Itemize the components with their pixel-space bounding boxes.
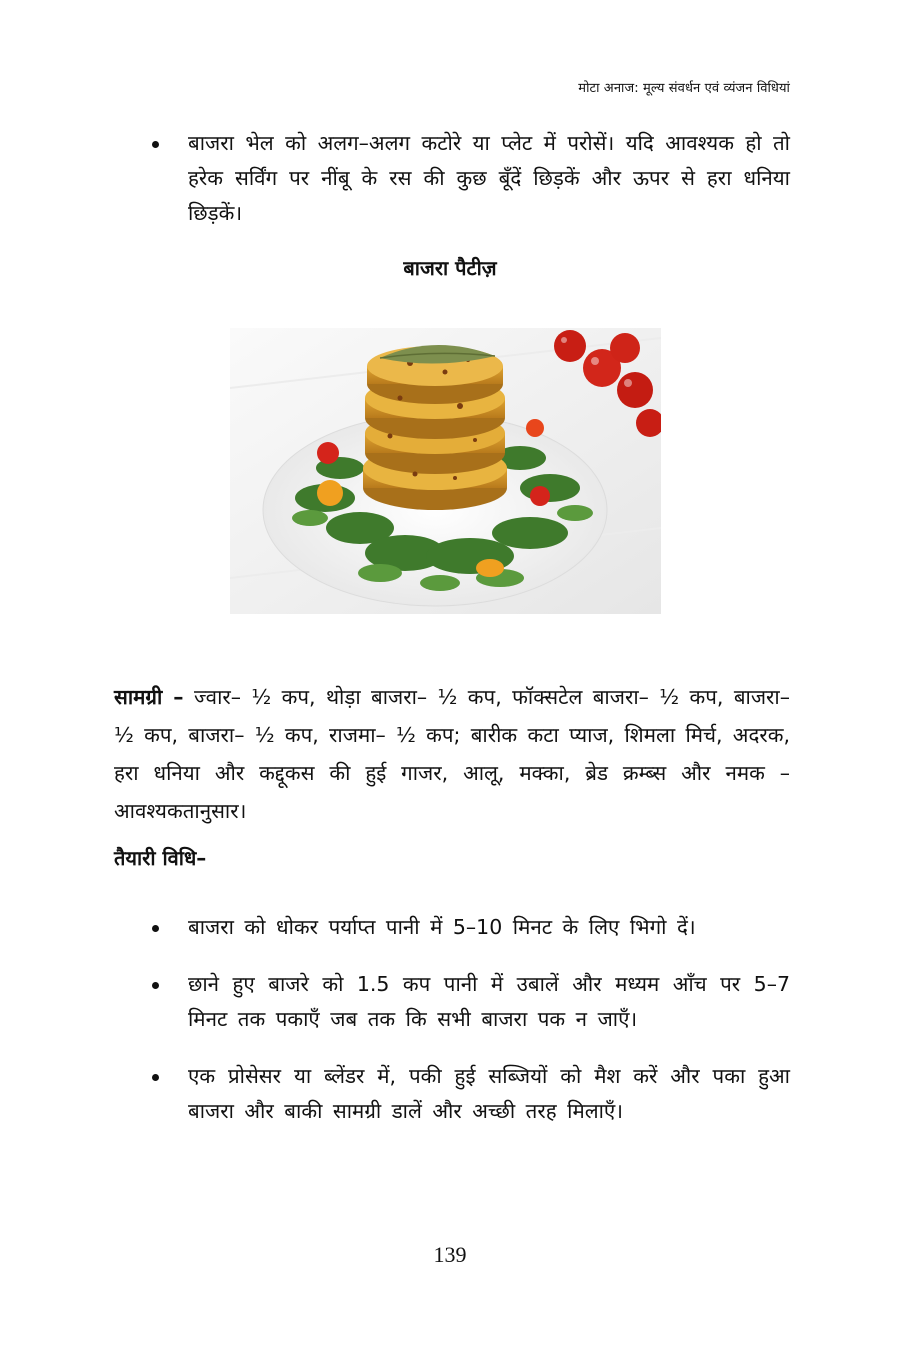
running-header: मोटा अनाज: मूल्य संवर्धन एवं व्यंजन विधियां — [578, 81, 790, 96]
bullet-text: बाजरा भेल को अलग–अलग कटोरे या प्लेट में परोसें। यदि आवश्यक हो तो हरेक सर्विंग पर नींबू के रस की कुछ बूँदें छिड़कें और ऊपर से हरा धनिया छिड़कें। — [188, 131, 790, 225]
method-step-text: एक प्रोसेसर या ब्लेंडर में, पकी हुई सब्जियों को मैश करें और पका हुआ बाजरा और बाकी सामग्री डालें और अच्छी तरह मिलाएँ। — [188, 1064, 790, 1123]
list-item — [150, 1059, 790, 1129]
intro-bullet-list — [150, 126, 790, 231]
bullet-icon — [152, 982, 159, 989]
method-step-text: छाने हुए बाजरे को 1.5 कप पानी में उबालें और मध्यम आँच पर 5–7 मिनट तक पकाएँ जब तक कि सभी बाजरा पक न जाएँ। — [188, 972, 790, 1031]
list-item — [150, 910, 790, 945]
method-step-text: बाजरा को धोकर पर्याप्त पानी में 5–10 मिनट के लिए भिगो दें। — [188, 915, 696, 939]
list-item — [150, 126, 790, 231]
method-step-list — [150, 910, 790, 1151]
bullet-icon — [152, 925, 159, 932]
ingredients-paragraph — [114, 678, 790, 830]
ingredients-text: ज्वार– ½ कप, थोड़ा बाजरा– ½ कप, फॉक्सटेल बाजरा– ½ कप, बाजरा– ½ कप, बाजरा– ½ कप, राजमा– ½ कप; बारीक कटा प्याज, शिमला मिर्च, अदरक, हरा धनिया और कद्दूकस की हुई गाजर, आलू, मक्का, ब्रेड क्रम्ब्स और नमक – आवश्यकतानुसार। — [114, 685, 790, 823]
ingredients-label: सामग्री – — [114, 685, 184, 709]
bajra-patties-photo — [230, 328, 661, 614]
bullet-icon — [152, 1074, 159, 1081]
page-number: 139 — [433, 1242, 467, 1267]
list-item — [150, 967, 790, 1037]
recipe-title: बाजरा पैटीज़ — [403, 256, 497, 280]
method-heading: तैयारी विधि– — [114, 846, 207, 870]
bullet-icon — [152, 141, 159, 148]
